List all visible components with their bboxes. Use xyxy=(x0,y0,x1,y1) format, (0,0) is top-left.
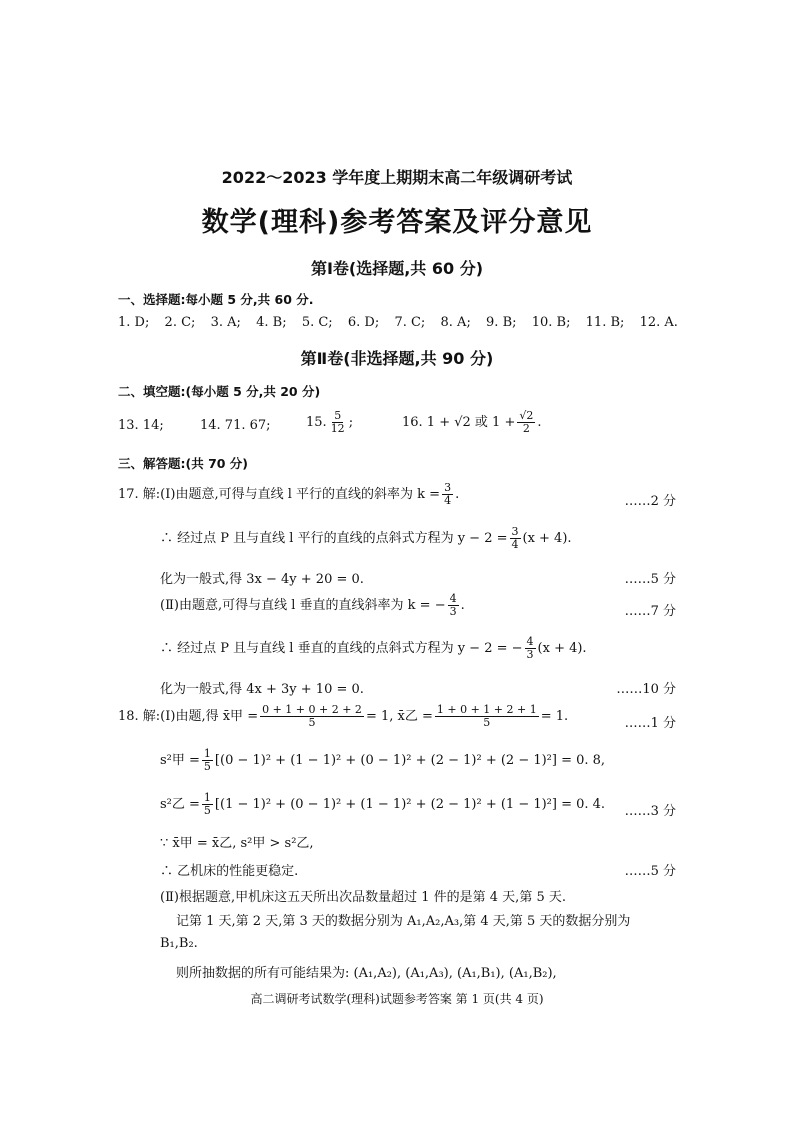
q18-line-2: s²甲 = $\frac{1}{5}$ [(0 − 1)² + (1 − 1)² + (0 − 1)² + (2 − 1)² + (2 − 1)²] = 0. 8, xyxy=(160,747,606,773)
choice-answers xyxy=(118,315,678,330)
q17-line-1: 17. 解:(Ⅰ)由题意,可得与直线 l 平行的直线的斜率为 k = $\frac{3}{4}$ . xyxy=(118,481,460,507)
fill-answer-14: 14. 71. 67; xyxy=(200,418,271,433)
q17-score-6: ……10 分 xyxy=(616,682,676,697)
q17-score-3: ……5 分 xyxy=(624,572,676,587)
q17-line-3: 化为一般式,得 3x − 4y + 20 = 0. xyxy=(160,572,364,587)
q18-line-1: 18. 解:(Ⅰ)由题,得 x̄甲 = $\frac{0 + 1 + 0 + 2 + 2}{5}$ = 1, x̄乙 = $\frac{1 + 0 + 1 + 2 + 1}{5}$ = 1. xyxy=(118,703,569,729)
choice-answer: 8. A; xyxy=(440,315,471,330)
choice-answer: 10. B; xyxy=(531,315,571,330)
q18-score-1: ……1 分 xyxy=(624,716,676,731)
q17-line-6: 化为一般式,得 4x + 3y + 10 = 0. xyxy=(160,682,364,697)
q18-score-5: ……5 分 xyxy=(624,864,676,879)
q17-score-1: ……2 分 xyxy=(624,494,676,509)
page-footer: 高二调研考试数学(理科)试题参考答案 第 1 页(共 4 页) xyxy=(250,992,544,1006)
choice-answer: 4. B; xyxy=(256,315,287,330)
fill-answer-15: 15. $\frac{5}{12}$ ; xyxy=(306,409,354,435)
choice-answer: 3. A; xyxy=(210,315,241,330)
q18-line-5: ∴ 乙机床的性能更稳定. xyxy=(160,864,299,879)
choice-answer: 1. D; xyxy=(118,315,150,330)
document-title: 数学(理科)参考答案及评分意见 xyxy=(201,207,593,238)
choice-answer: 6. D; xyxy=(347,315,380,330)
q18-line-4: ∵ x̄甲 = x̄乙, s²甲 > s²乙, xyxy=(160,836,314,851)
fill-answer-16: 16. 1 + √2 或 1 + $\frac{√2}{2}$ . xyxy=(402,409,542,435)
choice-answer: 5. C; xyxy=(301,315,333,330)
fill-answer-13: 13. 14; xyxy=(118,418,164,433)
choice-answer: 11. B; xyxy=(585,315,625,330)
choice-section-heading: 一、选择题:每小题 5 分,共 60 分. xyxy=(118,292,314,307)
q18-line-9: 则所抽数据的所有可能结果为: (A₁,A₂), (A₁,A₃), (A₁,B₁), (A₁,B₂), xyxy=(176,966,557,981)
choice-answer: 7. C; xyxy=(394,315,426,330)
q18-line-6: (Ⅱ)根据题意,甲机床这五天所出次品数量超过 1 件的是第 4 天,第 5 天. xyxy=(160,890,566,905)
fill-section-heading: 二、填空题:(每小题 5 分,共 20 分) xyxy=(118,384,321,399)
choice-answer: 9. B; xyxy=(486,315,517,330)
part2-title: 第Ⅱ卷(非选择题,共 90 分) xyxy=(300,349,494,368)
solve-section-heading: 三、解答题:(共 70 分) xyxy=(118,456,249,471)
q18-line-3: s²乙 = $\frac{1}{5}$ [(1 − 1)² + (0 − 1)² + (1 − 1)² + (2 − 1)² + (1 − 1)²] = 0. 4. xyxy=(160,791,606,817)
q17-line-5: ∴ 经过点 P 且与直线 l 垂直的直线的点斜式方程为 y − 2 = − $\frac{4}{3}$ (x + 4). xyxy=(160,635,587,661)
choice-answer: 2. C; xyxy=(164,315,196,330)
q17-score-4: ……7 分 xyxy=(624,604,676,619)
q18-line-7: 记第 1 天,第 2 天,第 3 天的数据分别为 A₁,A₂,A₃,第 4 天,第 5 天的数据分别为 xyxy=(176,914,631,929)
q18-line-8: B₁,B₂. xyxy=(160,936,198,951)
q18-score-3: ……3 分 xyxy=(624,804,676,819)
part1-title: 第Ⅰ卷(选择题,共 60 分) xyxy=(310,259,484,278)
q17-line-2: ∴ 经过点 P 且与直线 l 平行的直线的点斜式方程为 y − 2 = $\frac{3}{4}$ (x + 4). xyxy=(160,525,572,551)
q17-line-4: (Ⅱ)由题意,可得与直线 l 垂直的直线斜率为 k = − $\frac{4}{3}$ . xyxy=(160,592,465,618)
exam-title: 2022～2023 学年度上期期末高二年级调研考试 xyxy=(221,168,573,187)
choice-answer: 12. A. xyxy=(639,315,678,330)
